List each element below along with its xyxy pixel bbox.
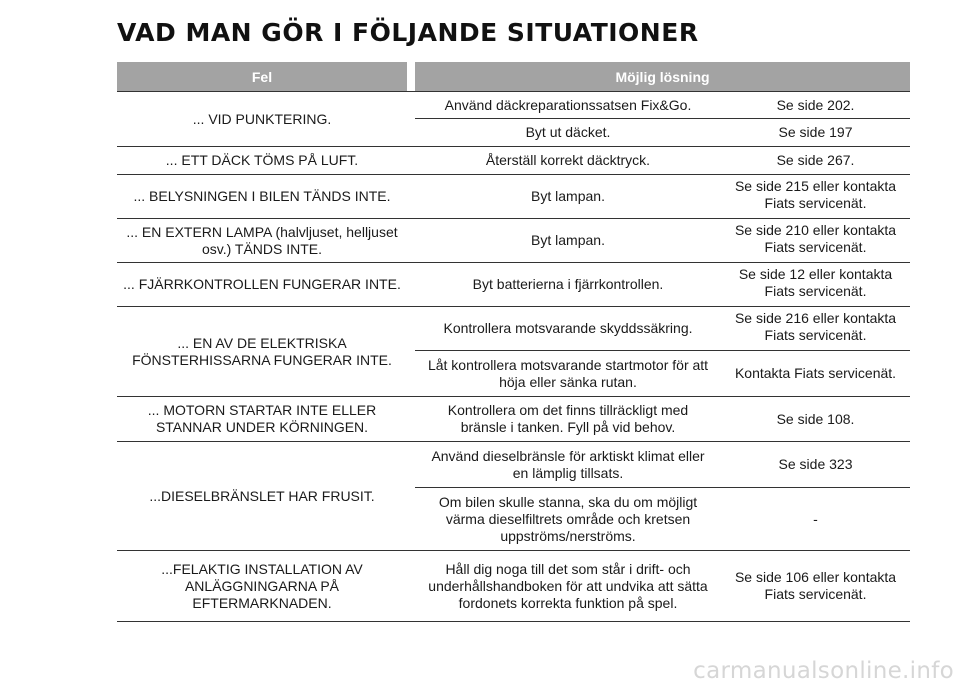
fault-cell: ...FELAKTIG INSTALLATION AV ANLÄGGNINGARNA PÅ EFTERMARKNADEN. xyxy=(117,551,407,622)
reference-cell: Se side 106 eller kontakta Fiats servicenät. xyxy=(721,551,910,622)
gap-cell xyxy=(407,551,415,622)
action-cell: Om bilen skulle stanna, ska du om möjligt värma dieselfiltrets område och kretsen uppströms/nerströms. xyxy=(415,488,721,551)
watermark-text: carmanualsonline.info xyxy=(693,658,954,684)
action-cell: Kontrollera om det finns tillräckligt med bränsle i tanken. Fyll på vid behov. xyxy=(415,397,721,442)
troubleshooting-table-container xyxy=(117,62,910,622)
header-solution: Möjlig lösning xyxy=(415,62,910,92)
reference-cell: Se side 216 eller kontakta Fiats servicenät. xyxy=(721,307,910,351)
table-row xyxy=(117,551,910,622)
header-gap xyxy=(407,62,415,92)
reference-cell: Se side 210 eller kontakta Fiats servicenät. xyxy=(721,219,910,263)
gap-cell xyxy=(407,397,415,442)
table-row xyxy=(117,175,910,219)
fault-cell: ...DIESELBRÄNSLET HAR FRUSIT. xyxy=(117,442,407,551)
gap-cell xyxy=(407,442,415,551)
table-row xyxy=(117,397,910,442)
gap-cell xyxy=(407,219,415,263)
reference-cell: Se side 108. xyxy=(721,397,910,442)
action-cell: Använd dieselbränsle för arktiskt klimat eller en lämplig tillsats. xyxy=(415,442,721,488)
action-cell: Låt kontrollera motsvarande startmotor för att höja eller sänka rutan. xyxy=(415,351,721,397)
table-row xyxy=(117,147,910,175)
table-header-row xyxy=(117,62,910,92)
reference-cell: Kontakta Fiats servicenät. xyxy=(721,351,910,397)
table-row xyxy=(117,219,910,263)
fault-cell: ... EN AV DE ELEKTRISKA FÖNSTERHISSARNA FUNGERAR INTE. xyxy=(117,307,407,397)
header-fault: Fel xyxy=(117,62,407,92)
action-cell: Byt batterierna i fjärrkontrollen. xyxy=(415,263,721,307)
fault-cell: ... VID PUNKTERING. xyxy=(117,92,407,147)
fault-cell: ... ETT DÄCK TÖMS PÅ LUFT. xyxy=(117,147,407,175)
gap-cell xyxy=(407,263,415,307)
page-title: VAD MAN GÖR I FÖLJANDE SITUATIONER xyxy=(117,18,699,47)
action-cell: Byt ut däcket. xyxy=(415,119,721,147)
fault-cell: ... BELYSNINGEN I BILEN TÄNDS INTE. xyxy=(117,175,407,219)
gap-cell xyxy=(407,147,415,175)
reference-cell: Se side 202. xyxy=(721,92,910,119)
gap-cell xyxy=(407,92,415,147)
troubleshooting-table xyxy=(117,62,910,622)
action-cell: Återställ korrekt däcktryck. xyxy=(415,147,721,175)
table-row xyxy=(117,263,910,307)
action-cell: Byt lampan. xyxy=(415,175,721,219)
fault-cell: ... EN EXTERN LAMPA (halvljuset, helljuset osv.) TÄNDS INTE. xyxy=(117,219,407,263)
reference-cell: - xyxy=(721,488,910,551)
fault-cell: ... MOTORN STARTAR INTE ELLER STANNAR UNDER KÖRNINGEN. xyxy=(117,397,407,442)
reference-cell: Se side 197 xyxy=(721,119,910,147)
fault-cell: ... FJÄRRKONTROLLEN FUNGERAR INTE. xyxy=(117,263,407,307)
gap-cell xyxy=(407,175,415,219)
action-cell: Håll dig noga till det som står i drift- och underhållshandboken för att undvika att sätta fordonets korrekta funktion på spel. xyxy=(415,551,721,622)
gap-cell xyxy=(407,307,415,397)
table-body xyxy=(117,92,910,622)
reference-cell: Se side 267. xyxy=(721,147,910,175)
reference-cell: Se side 12 eller kontakta Fiats servicenät. xyxy=(721,263,910,307)
action-cell: Byt lampan. xyxy=(415,219,721,263)
table-row xyxy=(117,307,910,351)
reference-cell: Se side 323 xyxy=(721,442,910,488)
reference-cell: Se side 215 eller kontakta Fiats servicenät. xyxy=(721,175,910,219)
action-cell: Kontrollera motsvarande skyddssäkring. xyxy=(415,307,721,351)
action-cell: Använd däckreparationssatsen Fix&Go. xyxy=(415,92,721,119)
table-row xyxy=(117,92,910,119)
table-row xyxy=(117,442,910,488)
